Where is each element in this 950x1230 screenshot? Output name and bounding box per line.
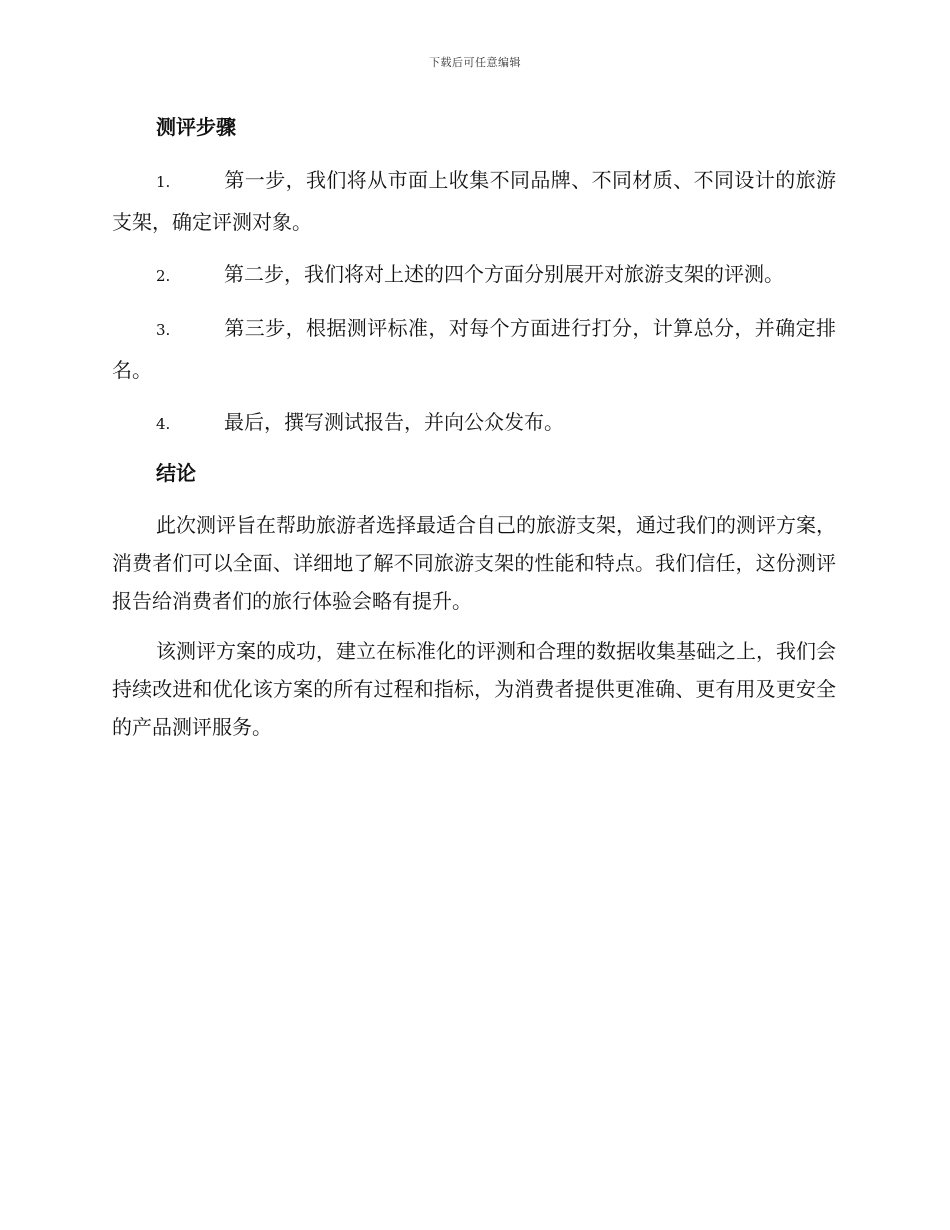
step-text: 第三步，根据测评标准，对每个方面进行打分，计算总分，并确定排名。 [112,316,836,382]
page-header-note: 下载后可任意编辑 [429,56,521,69]
step-item [112,402,836,444]
step-text: 第二步，我们将对上述的四个方面分别展开对旅游支架的评测。 [224,262,784,286]
step-number: 4. [156,415,171,433]
conclusion-paragraph: 该测评方案的成功，建立在标准化的评测和合理的数据收集基础之上，我们会持续改进和优化该方案的所有过程和指标，为消费者提供更准确、更有用及更安全的产品测评服务。 [112,639,836,739]
step-number: 3. [156,321,171,339]
step-number: 1. [156,173,171,191]
step-number: 2. [156,267,171,285]
conclusion-paragraph: 此次测评旨在帮助旅游者选择最适合自己的旅游支架，通过我们的测评方案，消费者们可以全面、详细地了解不同旅游支架的性能和特点。我们信任，这份测评报告给消费者们的旅行体验会略有提升。 [112,513,836,613]
step-text: 最后，撰写测试报告，并向公众发布。 [224,410,564,434]
document-body [112,110,836,758]
step-text: 第一步，我们将从市面上收集不同品牌、不同材质、不同设计的旅游支架，确定评测对象。 [112,168,836,234]
section-heading-conclusion: 结论 [156,461,196,485]
step-item [112,254,836,296]
step-item [112,160,836,242]
section-heading-steps: 测评步骤 [156,115,236,139]
step-item [112,308,836,390]
